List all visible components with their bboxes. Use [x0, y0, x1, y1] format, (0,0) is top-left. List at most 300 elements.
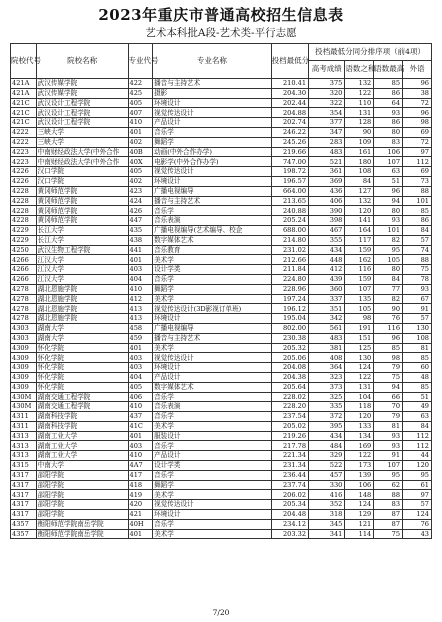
major-name-cell: 音乐表演	[153, 402, 272, 412]
sub1-cell: 364	[309, 363, 345, 373]
min-score-cell: 203.32	[271, 529, 308, 539]
table-row	[11, 245, 432, 255]
major-code-cell: 418	[128, 480, 153, 490]
sub3-cell: 98	[374, 353, 403, 363]
min-score-cell: 802.00	[271, 323, 308, 333]
sub3-cell: 70	[374, 402, 403, 412]
sub1-cell: 436	[309, 186, 345, 196]
sub2-cell: 173	[345, 461, 374, 471]
sub4-cell: 86	[403, 216, 432, 226]
school-code-cell: 4315	[11, 461, 37, 471]
table-row	[11, 363, 432, 373]
sub2-cell: 180	[345, 157, 374, 167]
sub2-cell: 122	[345, 88, 374, 98]
sub1-cell: 330	[309, 480, 345, 490]
school-name-cell: 长江大学	[36, 235, 128, 245]
school-name-cell: 三峡大学	[36, 137, 128, 147]
major-code-cell: 412	[128, 294, 153, 304]
sub3-cell: 80	[374, 265, 403, 275]
sub4-cell: 74	[403, 245, 432, 255]
major-code-cell: 447	[128, 216, 153, 226]
school-name-cell: 湖北恩施学院	[36, 314, 128, 324]
table-row	[11, 529, 432, 539]
sub3-cell: 81	[374, 421, 403, 431]
major-code-cell: 40B	[128, 147, 153, 157]
school-code-cell: 4303	[11, 333, 37, 343]
major-code-cell: 410	[128, 284, 153, 294]
major-name-cell: 音乐学	[153, 274, 272, 284]
sub1-cell: 457	[309, 470, 345, 480]
school-code-cell: 4226	[11, 176, 37, 186]
sub3-cell: 75	[374, 372, 403, 382]
min-score-cell: 195.04	[271, 314, 308, 324]
sub1-cell: 406	[309, 196, 345, 206]
table-row	[11, 480, 432, 490]
school-name-cell: 江汉大学	[36, 274, 128, 284]
school-name-cell: 衡阳师范学院南岳学院	[36, 519, 128, 529]
sub3-cell: 79	[374, 412, 403, 422]
sub3-cell: 88	[374, 490, 403, 500]
sub4-cell: 96	[403, 108, 432, 118]
header-major-code: 专业代号	[128, 44, 153, 79]
sub4-cell: 120	[403, 461, 432, 471]
table-row	[11, 353, 432, 363]
school-name-cell: 江汉大学	[36, 255, 128, 265]
sub3-cell: 82	[374, 294, 403, 304]
sub2-cell: 191	[345, 323, 374, 333]
school-name-cell: 湖南交通工程学院	[36, 392, 128, 402]
major-name-cell: 音乐学	[153, 519, 272, 529]
sub2-cell: 121	[345, 519, 374, 529]
table-row	[11, 284, 432, 294]
sub3-cell: 116	[374, 323, 403, 333]
table-row	[11, 274, 432, 284]
sub3-cell: 83	[374, 500, 403, 510]
sub1-cell: 369	[309, 176, 345, 186]
sub3-cell: 94	[374, 196, 403, 206]
sub4-cell: 72	[403, 98, 432, 108]
sub3-cell: 75	[374, 529, 403, 539]
major-name-cell: 音乐学	[153, 412, 272, 422]
header-school-code: 院校代号	[11, 44, 37, 79]
school-code-cell: 4309	[11, 372, 37, 382]
sub2-cell: 131	[345, 108, 374, 118]
major-code-cell: 406	[128, 392, 153, 402]
school-code-cell: 421C	[11, 108, 37, 118]
sub3-cell: 93	[374, 216, 403, 226]
sub4-cell: 69	[403, 167, 432, 177]
major-name-cell: 舞蹈学	[153, 284, 272, 294]
major-code-cell: 458	[128, 323, 153, 333]
school-code-cell: 421C	[11, 98, 37, 108]
major-name-cell: 产品设计	[153, 372, 272, 382]
school-code-cell: 4223	[11, 157, 37, 167]
major-code-cell: 403	[128, 363, 153, 373]
sub2-cell: 108	[345, 167, 374, 177]
table-row	[11, 235, 432, 245]
major-name-cell: 播音与主持艺术	[153, 79, 272, 89]
sub4-cell: 72	[403, 137, 432, 147]
school-code-cell: 4317	[11, 500, 37, 510]
major-code-cell: 441	[128, 245, 153, 255]
school-name-cell: 武汉设计工程学院	[36, 118, 128, 128]
sub4-cell: 57	[403, 314, 432, 324]
major-name-cell: 视觉传达设计	[153, 167, 272, 177]
sub4-cell: 38	[403, 88, 432, 98]
school-code-cell: 4278	[11, 294, 37, 304]
table-row	[11, 470, 432, 480]
table-row	[11, 216, 432, 226]
sub2-cell: 122	[345, 372, 374, 382]
sub4-cell: 108	[403, 333, 432, 343]
min-score-cell: 219.66	[271, 147, 308, 157]
table-row	[11, 186, 432, 196]
major-code-cell: 410	[128, 451, 153, 461]
major-code-cell: 40H	[128, 519, 153, 529]
page-title: 2023年重庆市普通高校招生信息表	[98, 6, 344, 24]
header-sub4: 外语	[403, 61, 432, 79]
school-name-cell: 怀化学院	[36, 382, 128, 392]
table-row	[11, 519, 432, 529]
school-name-cell: 江汉大学	[36, 265, 128, 275]
sub1-cell: 434	[309, 245, 345, 255]
min-score-cell: 747.00	[271, 157, 308, 167]
major-code-cell: 405	[128, 167, 153, 177]
sub2-cell: 127	[345, 186, 374, 196]
table-row	[11, 392, 432, 402]
school-code-cell: 421A	[11, 79, 37, 89]
school-name-cell: 湖南交通工程学院	[36, 402, 128, 412]
min-score-cell: 205.34	[271, 500, 308, 510]
min-score-cell: 219.26	[271, 431, 308, 441]
sub2-cell: 122	[345, 451, 374, 461]
major-name-cell: 服装设计	[153, 431, 272, 441]
sub2-cell: 159	[345, 245, 374, 255]
sub1-cell: 360	[309, 284, 345, 294]
sub1-cell: 434	[309, 431, 345, 441]
sub3-cell: 62	[374, 480, 403, 490]
sub4-cell: 73	[403, 176, 432, 186]
table-row	[11, 118, 432, 128]
sub4-cell: 88	[403, 186, 432, 196]
min-score-cell: 688.00	[271, 225, 308, 235]
major-name-cell: 舞蹈学	[153, 480, 272, 490]
school-name-cell: 湖北恩施学院	[36, 304, 128, 314]
sub1-cell: 325	[309, 392, 345, 402]
table-row	[11, 108, 432, 118]
table-row	[11, 431, 432, 441]
school-code-cell: 430M	[11, 392, 37, 402]
major-code-cell: 41C	[128, 421, 153, 431]
school-code-cell: 4309	[11, 363, 37, 373]
sub4-cell: 67	[403, 294, 432, 304]
school-code-cell: 4222	[11, 137, 37, 147]
min-score-cell: 205.02	[271, 421, 308, 431]
school-name-cell: 汉口学院	[36, 167, 128, 177]
header-major-name: 专业名称	[153, 44, 272, 79]
min-score-cell: 230.38	[271, 333, 308, 343]
sub1-cell: 412	[309, 265, 345, 275]
table-row	[11, 147, 432, 157]
major-code-cell: 401	[128, 343, 153, 353]
min-score-cell: 205.24	[271, 216, 308, 226]
sub1-cell: 283	[309, 137, 345, 147]
sub4-cell: 84	[403, 225, 432, 235]
school-name-cell: 怀化学院	[36, 353, 128, 363]
sub1-cell: 337	[309, 294, 345, 304]
major-name-cell: 电影学(中外合作办学)	[153, 157, 272, 167]
school-code-cell: 4229	[11, 225, 37, 235]
sub3-cell: 106	[374, 147, 403, 157]
table-row	[11, 88, 432, 98]
sub3-cell: 95	[374, 245, 403, 255]
sub1-cell: 390	[309, 206, 345, 216]
min-score-cell: 205.06	[271, 353, 308, 363]
major-name-cell: 美术学	[153, 255, 272, 265]
major-name-cell: 数字媒体艺术	[153, 235, 272, 245]
sub1-cell: 354	[309, 108, 345, 118]
school-code-cell: 4309	[11, 382, 37, 392]
major-name-cell: 音乐学	[153, 206, 272, 216]
header-sub3: 语数最高	[374, 61, 403, 79]
major-code-cell: 401	[128, 529, 153, 539]
major-code-cell: 417	[128, 470, 153, 480]
school-name-cell: 长江大学	[36, 225, 128, 235]
school-code-cell: 4266	[11, 274, 37, 284]
sub3-cell: 86	[374, 118, 403, 128]
major-name-cell: 动画(中外合作办学)	[153, 147, 272, 157]
school-name-cell: 汉口学院	[36, 176, 128, 186]
min-score-cell: 664.00	[271, 186, 308, 196]
major-code-cell: 401	[128, 255, 153, 265]
school-name-cell: 湖南工业大学	[36, 431, 128, 441]
major-name-cell: 音乐学	[153, 441, 272, 451]
table-row	[11, 333, 432, 343]
table-row	[11, 137, 432, 147]
sub3-cell: 93	[374, 441, 403, 451]
min-score-cell: 237.54	[271, 412, 308, 422]
sub1-cell: 345	[309, 519, 345, 529]
sub4-cell: 76	[403, 519, 432, 529]
major-code-cell: 405	[128, 382, 153, 392]
school-name-cell: 湖北恩施学院	[36, 284, 128, 294]
min-score-cell: 212.66	[271, 255, 308, 265]
school-name-cell: 武汉生物工程学院	[36, 245, 128, 255]
min-score-cell: 214.80	[271, 235, 308, 245]
sub2-cell: 134	[345, 431, 374, 441]
school-code-cell: 4313	[11, 451, 37, 461]
sub1-cell: 483	[309, 333, 345, 343]
school-code-cell: 4223	[11, 147, 37, 157]
school-code-cell: 4278	[11, 304, 37, 314]
min-score-cell: 204.08	[271, 363, 308, 373]
sub2-cell: 114	[345, 529, 374, 539]
major-name-cell: 数字媒体艺术	[153, 382, 272, 392]
table-row	[11, 176, 432, 186]
header-tiebreak-group: 投档最低分同分排序项（前4项）	[309, 44, 432, 61]
school-name-cell: 三峡大学	[36, 127, 128, 137]
major-code-cell: 404	[128, 372, 153, 382]
header-sub1: 高考成绩	[309, 61, 345, 79]
major-code-cell: 437	[128, 412, 153, 422]
school-code-cell: 4313	[11, 441, 37, 451]
sub4-cell: 96	[403, 79, 432, 89]
sub2-cell: 128	[345, 118, 374, 128]
sub2-cell: 124	[345, 363, 374, 373]
major-code-cell: 410	[128, 402, 153, 412]
sub2-cell: 117	[345, 235, 374, 245]
table-row	[11, 372, 432, 382]
school-name-cell: 黄冈师范学院	[36, 206, 128, 216]
min-score-cell: 204.30	[271, 88, 308, 98]
major-name-cell: 环境设计	[153, 363, 272, 373]
school-code-cell: 4278	[11, 314, 37, 324]
major-name-cell: 产品设计	[153, 118, 272, 128]
major-code-cell: 402	[128, 176, 153, 186]
sub1-cell: 372	[309, 412, 345, 422]
sub3-cell: 85	[374, 343, 403, 353]
sub4-cell: 124	[403, 510, 432, 520]
sub3-cell: 101	[374, 225, 403, 235]
major-code-cell: 403	[128, 441, 153, 451]
major-name-cell: 播音与主持艺术	[153, 196, 272, 206]
sub2-cell: 120	[345, 412, 374, 422]
school-code-cell: 4229	[11, 235, 37, 245]
school-name-cell: 邵阳学院	[36, 490, 128, 500]
table-row	[11, 206, 432, 216]
major-name-cell: 摄影	[153, 88, 272, 98]
table-row	[11, 402, 432, 412]
major-name-cell: 视觉传达设计(3D影视订单班)	[153, 304, 272, 314]
major-name-cell: 美术学	[153, 343, 272, 353]
school-name-cell: 中南财经政法大学(中外合作	[36, 157, 128, 167]
header-sub2: 语数之和	[345, 61, 374, 79]
sub1-cell: 398	[309, 216, 345, 226]
major-name-cell: 环境设计	[153, 176, 272, 186]
table-row	[11, 490, 432, 500]
sub3-cell: 87	[374, 510, 403, 520]
table-row	[11, 294, 432, 304]
sub1-cell: 375	[309, 79, 345, 89]
sub4-cell: 85	[403, 206, 432, 216]
min-score-cell: 196.57	[271, 176, 308, 186]
school-name-cell: 武汉传媒学院	[36, 88, 128, 98]
min-score-cell: 202.44	[271, 98, 308, 108]
table-row	[11, 500, 432, 510]
school-code-cell: 4250	[11, 245, 37, 255]
school-name-cell: 武汉设计工程学院	[36, 108, 128, 118]
major-code-cell: 404	[128, 274, 153, 284]
sub2-cell: 125	[345, 343, 374, 353]
sub1-cell: 352	[309, 500, 345, 510]
table-row	[11, 255, 432, 265]
sub1-cell: 320	[309, 88, 345, 98]
school-code-cell: 4317	[11, 480, 37, 490]
min-score-cell: 202.74	[271, 118, 308, 128]
school-code-cell: 4317	[11, 510, 37, 520]
sub4-cell: 85	[403, 382, 432, 392]
major-code-cell: 401	[128, 431, 153, 441]
school-code-cell: 4357	[11, 529, 37, 539]
sub4-cell: 91	[403, 304, 432, 314]
sub2-cell: 131	[345, 382, 374, 392]
table-row	[11, 323, 432, 333]
table-row	[11, 225, 432, 235]
major-code-cell: 424	[128, 196, 153, 206]
sub4-cell: 57	[403, 235, 432, 245]
major-name-cell: 视觉传达设计	[153, 500, 272, 510]
major-code-cell: 410	[128, 118, 153, 128]
school-code-cell: 4228	[11, 186, 37, 196]
page-subtitle: 艺术本科批A段-艺术类-平行志愿	[145, 27, 297, 39]
sub3-cell: 95	[374, 470, 403, 480]
school-code-cell: 421C	[11, 118, 37, 128]
sub1-cell: 373	[309, 382, 345, 392]
sub3-cell: 80	[374, 127, 403, 137]
school-code-cell: 4266	[11, 265, 37, 275]
table-row	[11, 421, 432, 431]
sub1-cell: 377	[309, 118, 345, 128]
sub1-cell: 341	[309, 529, 345, 539]
school-code-cell: 4357	[11, 519, 37, 529]
sub3-cell: 107	[374, 461, 403, 471]
sub1-cell: 342	[309, 314, 345, 324]
sub1-cell: 439	[309, 274, 345, 284]
sub2-cell: 139	[345, 470, 374, 480]
sub4-cell: 48	[403, 372, 432, 382]
major-name-cell: 产品设计	[153, 451, 272, 461]
table-row	[11, 441, 432, 451]
school-code-cell: 430M	[11, 402, 37, 412]
sub4-cell: 101	[403, 196, 432, 206]
sub4-cell: 98	[403, 118, 432, 128]
sub1-cell: 522	[309, 461, 345, 471]
school-name-cell: 黄冈师范学院	[36, 216, 128, 226]
min-score-cell: 205.32	[271, 343, 308, 353]
table-row	[11, 412, 432, 422]
sub2-cell: 107	[345, 284, 374, 294]
major-name-cell: 设计学类	[153, 461, 272, 471]
school-code-cell: 4222	[11, 127, 37, 137]
school-code-cell: 4228	[11, 196, 37, 206]
min-score-cell: 217.78	[271, 441, 308, 451]
sub2-cell: 164	[345, 225, 374, 235]
sub4-cell: 81	[403, 343, 432, 353]
major-name-cell: 美术学	[153, 490, 272, 500]
sub3-cell: 91	[374, 451, 403, 461]
school-name-cell: 中南大学	[36, 461, 128, 471]
sub3-cell: 96	[374, 333, 403, 343]
min-score-cell: 237.74	[271, 480, 308, 490]
min-score-cell: 224.80	[271, 274, 308, 284]
sub2-cell: 130	[345, 353, 374, 363]
sub1-cell: 395	[309, 421, 345, 431]
sub4-cell: 84	[403, 421, 432, 431]
sub2-cell: 129	[345, 510, 374, 520]
min-score-cell: 204.38	[271, 372, 308, 382]
school-name-cell: 湖北恩施学院	[36, 294, 128, 304]
major-name-cell: 设计学类	[153, 265, 272, 275]
major-name-cell: 播音与主持艺术	[153, 333, 272, 343]
school-code-cell: 4228	[11, 206, 37, 216]
sub4-cell: 85	[403, 353, 432, 363]
sub3-cell: 82	[374, 235, 403, 245]
min-score-cell: 231.34	[271, 461, 308, 471]
sub3-cell: 83	[374, 137, 403, 147]
major-code-cell: 401	[128, 127, 153, 137]
sub3-cell: 86	[374, 88, 403, 98]
sub4-cell: 44	[403, 451, 432, 461]
